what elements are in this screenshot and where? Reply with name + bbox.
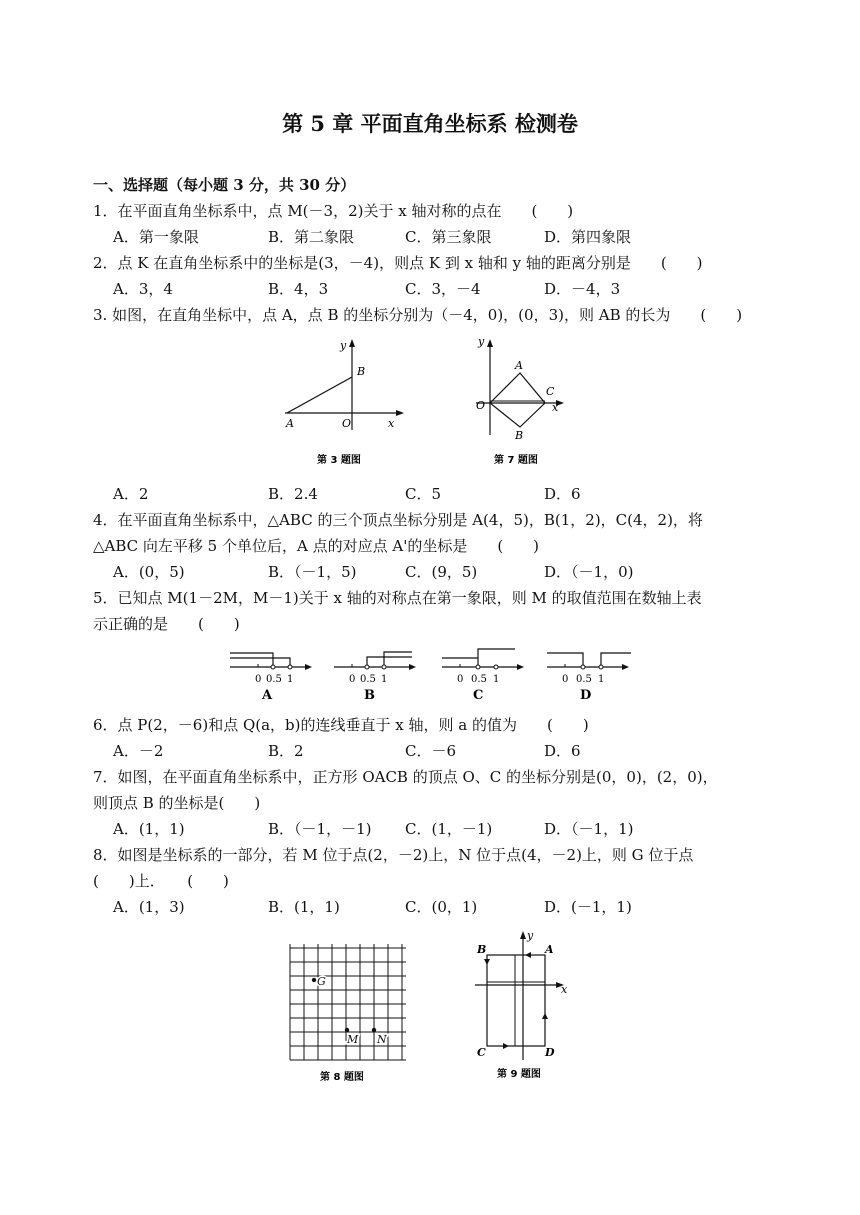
q8-option-c: C．(0，1) — [405, 898, 478, 916]
q6-option-b: B．2 — [268, 742, 304, 760]
fig8-label-g: G — [317, 975, 326, 988]
fig9-label-c: C — [477, 1046, 486, 1059]
q2-option-a: A．3，4 — [113, 280, 173, 298]
q1-option-c: C．第三象限 — [405, 228, 492, 246]
fig8-label-m: M — [347, 1033, 359, 1046]
q8-option-a: A．(1，3) — [113, 898, 185, 916]
figure-q8 — [285, 940, 410, 1085]
nl-c-tick-0: 0 — [457, 674, 464, 685]
nl-a-tick-05: 0.5 — [266, 674, 282, 685]
q2-option-c: C．3，－4 — [405, 280, 481, 298]
fig8-label-n: N — [377, 1033, 387, 1046]
section-heading: 一、选择题（每小题 3 分，共 30 分） — [93, 176, 356, 194]
q4-stem-line2: △ABC 向左平移 5 个单位后，A 点的对应点 A'的坐标是 ( ) — [93, 537, 540, 555]
q7-option-a: A．(1，1) — [113, 820, 185, 838]
q1-option-d: D．第四象限 — [544, 228, 632, 246]
q7-option-c: C．(1，－1) — [405, 820, 493, 838]
figure-q3 — [280, 335, 410, 470]
q8-option-b: B．(1，1) — [268, 898, 340, 916]
fig3-label-a: A — [286, 417, 294, 430]
fig3-label-o: O — [342, 417, 352, 430]
q4-option-b: B．（－1，5) — [268, 563, 357, 581]
q8-stem-line1: 8．如图是坐标系的一部分，若 M 位于点(2，－2)上，N 位于点(4，－2)上，则 G 位于点 — [93, 846, 694, 864]
page-title: 第 5 章 平面直角坐标系 检测卷 — [282, 111, 578, 136]
nl-b-tick-05: 0.5 — [360, 674, 376, 685]
q7-stem-line1: 7．如图，在平面直角坐标系中，正方形 OACB 的顶点 O、C 的坐标分别是(0，0)，(2，0)， — [93, 768, 718, 786]
fig9-label-a: A — [545, 943, 554, 956]
nl-c-label: C — [473, 688, 484, 703]
q6-option-a: A．－2 — [113, 742, 164, 760]
nl-d-label: D — [580, 688, 592, 703]
nl-d-tick-05: 0.5 — [576, 674, 592, 685]
fig3-label-x: x — [388, 417, 395, 430]
q4-option-a: A．(0，5) — [113, 563, 185, 581]
q5-stem-line2: 示正确的是 ( ) — [93, 615, 240, 633]
numberline-b — [332, 645, 422, 705]
numberline-a — [228, 645, 318, 705]
q6-option-c: C．－6 — [405, 742, 457, 760]
q1-stem: 1．在平面直角坐标系中，点 M(－3，2)关于 x 轴对称的点在 ( ) — [93, 202, 574, 220]
nl-c-tick-05: 0.5 — [471, 674, 487, 685]
fig8-caption: 第 8 题图 — [320, 1072, 364, 1083]
q3-option-a: A．2 — [113, 485, 149, 503]
fig3-label-y: y — [340, 339, 347, 352]
fig9-label-b: B — [477, 943, 487, 956]
nl-b-label: B — [364, 688, 375, 703]
fig9-caption: 第 9 题图 — [497, 1069, 541, 1080]
q7-option-b: B．（－1，－1) — [268, 820, 372, 838]
fig7-label-o: O — [476, 399, 486, 412]
nl-a-label: A — [262, 688, 273, 703]
q2-option-d: D．－4，3 — [544, 280, 621, 298]
q8-stem-line2: ( )上． ( ) — [93, 872, 229, 890]
q1-option-b: B．第二象限 — [268, 228, 355, 246]
numberline-c — [440, 645, 530, 705]
figure-q9 — [465, 925, 575, 1085]
q7-stem-line2: 则顶点 B 的坐标是( ) — [93, 794, 261, 812]
fig7-caption: 第 7 题图 — [494, 455, 538, 466]
nl-a-tick-1: 1 — [287, 674, 294, 685]
q4-option-d: D．（－1，0) — [544, 563, 634, 581]
q4-stem-line1: 4．在平面直角坐标系中，△ABC 的三个顶点坐标分别是 A(4，5)，B(1，2)，C(4，2)，将 — [93, 511, 703, 529]
figure-q7 — [468, 335, 578, 470]
fig9-label-d: D — [545, 1046, 555, 1059]
nl-c-tick-1: 1 — [493, 674, 500, 685]
q1-option-a: A．第一象限 — [113, 228, 199, 246]
nl-a-tick-0: 0 — [255, 674, 262, 685]
nl-d-tick-0: 0 — [562, 674, 569, 685]
q2-stem: 2．点 K 在直角坐标系中的坐标是(3，－4)，则点 K 到 x 轴和 y 轴的距离分别是 ( ) — [93, 254, 703, 272]
q3-option-d: D．6 — [544, 485, 581, 503]
nl-b-tick-0: 0 — [349, 674, 356, 685]
q7-option-d: D．（－1，1) — [544, 820, 634, 838]
fig7-label-a: A — [515, 359, 523, 372]
nl-b-tick-1: 1 — [381, 674, 388, 685]
fig9-label-x: x — [561, 983, 568, 996]
q2-option-b: B．4，3 — [268, 280, 329, 298]
numberline-d — [545, 645, 640, 705]
fig3-caption: 第 3 题图 — [317, 455, 361, 466]
fig7-label-y: y — [478, 335, 485, 348]
fig7-label-c: C — [546, 385, 555, 398]
fig3-label-b: B — [357, 365, 366, 378]
q4-option-c: C．(9，5) — [405, 563, 478, 581]
fig9-label-y: y — [527, 929, 534, 942]
q6-option-d: D．6 — [544, 742, 581, 760]
q8-option-d: D．(－1，1) — [544, 898, 632, 916]
q3-option-c: C．5 — [405, 485, 442, 503]
q3-option-b: B．2.4 — [268, 485, 318, 503]
q6-stem: 6．点 P(2，－6)和点 Q(a，b)的连线垂直于 x 轴，则 a 的值为 ( ) — [93, 716, 589, 734]
fig7-label-x: x — [552, 401, 559, 414]
q5-stem-line1: 5．已知点 M(1－2M，M－1)关于 x 轴的对称点在第一象限，则 M 的取值范围在数轴上表 — [93, 589, 702, 607]
fig7-label-b: B — [515, 429, 524, 442]
q3-stem: 3. 如图，在直角坐标中，点 A，点 B 的坐标分别为（－4，0)，(0，3)，则 AB 的长为 ( ) — [93, 306, 743, 324]
nl-d-tick-1: 1 — [598, 674, 605, 685]
